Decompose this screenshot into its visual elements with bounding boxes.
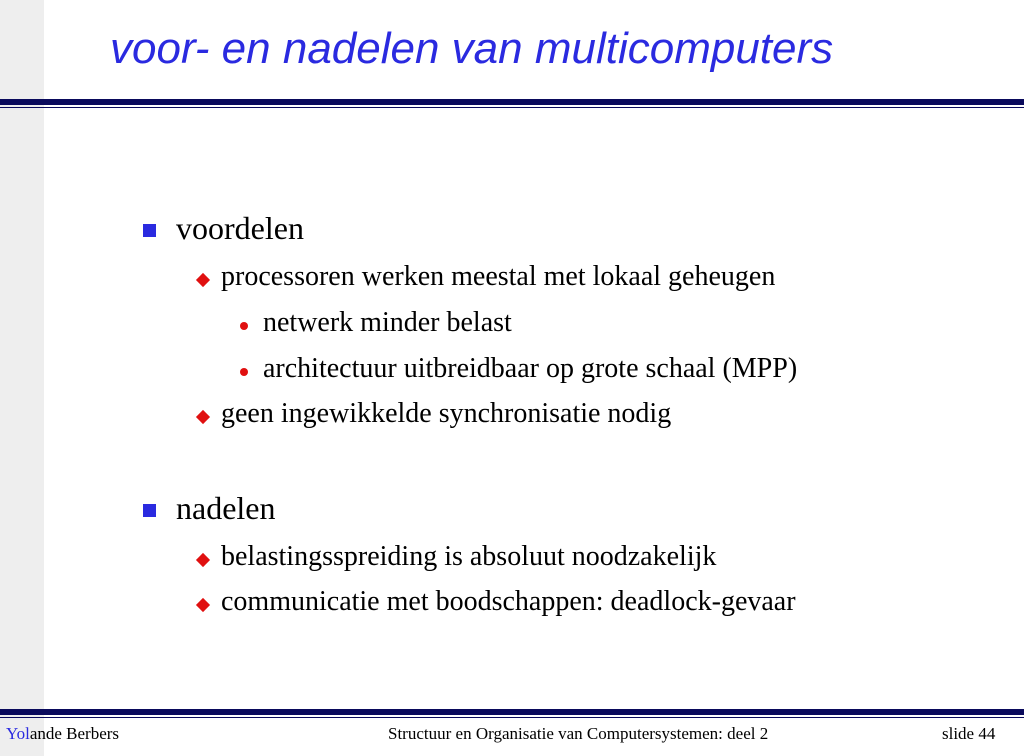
- sub-list-item: architectuur uitbreidbaar op grote schaal (MPP): [263, 353, 798, 384]
- sub-list-item: netwerk minder belast: [263, 307, 512, 338]
- footer-course-title: Structuur en Organisatie van Computersystemen: deel 2: [388, 724, 769, 743]
- list-item: belastingsspreiding is absoluut noodzakelijk: [221, 541, 717, 572]
- slide-title: voor- en nadelen van multicomputers: [110, 24, 834, 73]
- title-rule-thin: [0, 107, 1024, 108]
- dot-bullet-icon: [240, 322, 248, 330]
- left-margin-band: [0, 0, 44, 756]
- footer-author-prefix: Yol: [6, 724, 30, 743]
- list-item: processoren werken meestal met lokaal geheugen: [221, 261, 776, 292]
- list-item: geen ingewikkelde synchronisatie nodig: [221, 398, 672, 429]
- section-heading: voordelen: [176, 210, 304, 246]
- square-bullet-icon: [143, 224, 156, 237]
- diamond-bullet-icon: [196, 598, 210, 612]
- diamond-bullet-icon: [196, 410, 210, 424]
- square-bullet-icon: [143, 504, 156, 517]
- footer-rule-thick: [0, 709, 1024, 715]
- list-item: communicatie met boodschappen: deadlock-gevaar: [221, 586, 796, 617]
- diamond-bullet-icon: [196, 553, 210, 567]
- diamond-bullet-icon: [196, 273, 210, 287]
- dot-bullet-icon: [240, 368, 248, 376]
- title-rule-thick: [0, 99, 1024, 105]
- footer-slide-number: slide 44: [942, 724, 996, 743]
- section-heading: nadelen: [176, 490, 276, 526]
- footer-author: [6, 724, 119, 744]
- footer-author-rest: ande Berbers: [29, 724, 120, 743]
- footer-rule-thin: [0, 717, 1024, 718]
